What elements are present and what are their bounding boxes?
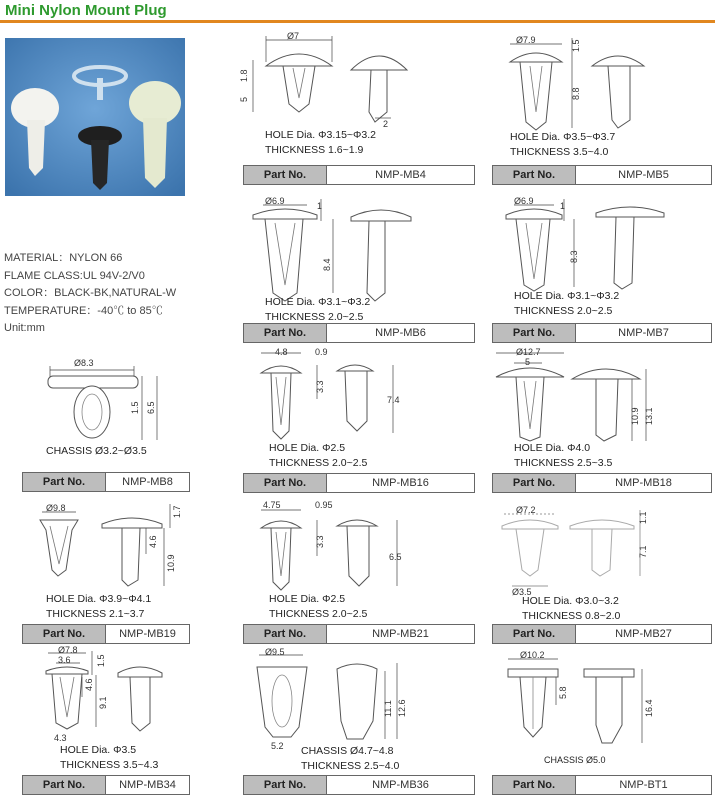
product-photo bbox=[5, 38, 185, 196]
part-no-label: Part No. bbox=[244, 166, 327, 184]
dim-label: 8.8 bbox=[571, 87, 581, 100]
part-no-label: Part No. bbox=[23, 473, 106, 491]
spec-unit: Unit:mm bbox=[4, 322, 45, 334]
dim-label: Ø7.9 bbox=[516, 35, 536, 45]
part-no-label: Part No. bbox=[493, 324, 576, 342]
diagram-nmp-mb19 bbox=[22, 500, 190, 592]
spec-text bbox=[510, 130, 615, 160]
part-no-value: NMP-MB8 bbox=[106, 473, 189, 491]
spec-line: HOLE Dia. Φ3.9~Φ4.1 bbox=[46, 593, 152, 605]
diagram-nmp-mb16 bbox=[243, 345, 475, 445]
dim-label: Ø8.3 bbox=[74, 358, 94, 368]
part-no-label: Part No. bbox=[244, 625, 327, 643]
part-no-label: Part No. bbox=[244, 324, 327, 342]
spec-line: THICKNESS 1.6~1.9 bbox=[265, 144, 364, 156]
page-header bbox=[0, 0, 715, 24]
spec-text bbox=[514, 441, 612, 471]
part-number-bar bbox=[492, 165, 712, 185]
part-no-label: Part No. bbox=[493, 166, 576, 184]
dim-label: 8.4 bbox=[322, 258, 332, 271]
part-no-value: NMP-MB6 bbox=[327, 324, 474, 342]
product-nmp-mb6 bbox=[243, 193, 475, 343]
spec-line: THICKNESS 0.8~2.0 bbox=[522, 610, 621, 622]
spec-line: CHASSIS Ø4.7~4.8 bbox=[301, 745, 394, 757]
part-no-value: NMP-MB4 bbox=[327, 166, 474, 184]
spec-line: HOLE Dia. Φ2.5 bbox=[269, 593, 346, 605]
dim-label: 1.5 bbox=[571, 39, 581, 52]
part-number-bar bbox=[22, 624, 190, 644]
spec-text bbox=[60, 743, 158, 773]
dim-label: 7.4 bbox=[387, 395, 400, 405]
part-no-value: NMP-MB7 bbox=[576, 324, 711, 342]
dim-label: 11.1 bbox=[383, 700, 393, 717]
spec-line: THICKNESS 3.5~4.0 bbox=[510, 146, 609, 158]
dim-label: 1 bbox=[317, 201, 323, 211]
dim-label: Ø7.2 bbox=[516, 505, 536, 515]
dim-label: Ø7 bbox=[287, 31, 300, 41]
product-nmp-mb34 bbox=[22, 647, 190, 796]
dim-label: 3.3 bbox=[315, 535, 325, 548]
dim-label: 0.9 bbox=[315, 347, 328, 357]
part-no-label: Part No. bbox=[493, 776, 576, 794]
product-nmp-mb36 bbox=[243, 647, 475, 796]
spec-material: MATERIAL：NYLON 66 bbox=[4, 252, 123, 264]
dim-label: 1.5 bbox=[96, 654, 106, 667]
diagram-nmp-mb36 bbox=[243, 647, 475, 753]
spec-line: CHASSIS Ø3.2~Ø3.5 bbox=[46, 445, 147, 457]
spec-text bbox=[269, 441, 367, 471]
part-number-bar bbox=[22, 775, 190, 795]
part-number-bar bbox=[243, 165, 475, 185]
spec-line: THICKNESS 2.0~2.5 bbox=[269, 457, 368, 469]
dim-label: Ø3.5 bbox=[512, 587, 532, 597]
dim-label: 5.8 bbox=[558, 686, 568, 699]
dim-label: 1.1 bbox=[638, 511, 648, 524]
diagram-nmp-mb8 bbox=[22, 348, 190, 438]
spec-text bbox=[514, 289, 619, 319]
spec-text bbox=[269, 592, 367, 622]
product-nmp-mb7 bbox=[492, 193, 712, 343]
dim-label: 1.5 bbox=[130, 401, 140, 414]
product-nmp-mb18 bbox=[492, 345, 712, 494]
spec-text bbox=[265, 295, 370, 325]
part-number-bar bbox=[492, 624, 712, 644]
dim-label: 0.95 bbox=[315, 500, 333, 510]
part-number-bar bbox=[243, 473, 475, 493]
dim-label: 12.6 bbox=[397, 699, 407, 717]
dim-label: 4.75 bbox=[263, 500, 281, 510]
dim-label: Ø12.7 bbox=[516, 347, 541, 357]
dim-label: 10.9 bbox=[630, 407, 640, 425]
diagram-nmp-mb18 bbox=[492, 345, 712, 445]
diagram-nmp-bt1 bbox=[492, 647, 712, 753]
part-no-label: Part No. bbox=[244, 474, 327, 492]
dim-label: 5 bbox=[525, 357, 531, 367]
product-nmp-mb16 bbox=[243, 345, 475, 494]
dim-label: 4.6 bbox=[84, 678, 94, 691]
part-no-label: Part No. bbox=[23, 625, 106, 643]
spec-line: THICKNESS 2.0~2.5 bbox=[265, 311, 364, 323]
dim-label: 3.6 bbox=[58, 655, 71, 665]
dim-label: 3.3 bbox=[315, 380, 325, 393]
dim-label: 13.1 bbox=[644, 407, 654, 425]
part-no-label: Part No. bbox=[493, 625, 576, 643]
spec-text bbox=[46, 592, 151, 622]
spec-flame-class: FLAME CLASS:UL 94V-2/V0 bbox=[4, 269, 145, 282]
product-nmp-mb4 bbox=[239, 31, 475, 190]
spec-color: COLOR：BLACK-BK,NATURAL-W bbox=[4, 287, 177, 299]
spec-line: HOLE Dia. Φ3.1~Φ3.2 bbox=[265, 296, 371, 308]
product-nmp-bt1 bbox=[492, 647, 712, 796]
spec-line: CHASSIS Ø5.0 bbox=[544, 755, 606, 765]
dim-label: 16.4 bbox=[644, 699, 654, 717]
spec-line: THICKNESS 2.1~3.7 bbox=[46, 608, 145, 620]
dim-label: 1.7 bbox=[172, 505, 182, 518]
diagram-nmp-mb34 bbox=[22, 647, 190, 743]
dim-label: Ø10.2 bbox=[520, 650, 545, 660]
dim-label: 5.2 bbox=[271, 741, 284, 751]
part-no-value: NMP-MB5 bbox=[576, 166, 711, 184]
dim-label: 8.3 bbox=[569, 250, 579, 263]
product-nmp-mb19 bbox=[22, 500, 190, 644]
spec-line: THICKNESS 2.0~2.5 bbox=[269, 608, 368, 620]
part-no-value: NMP-MB27 bbox=[576, 625, 711, 643]
diagram-nmp-mb27 bbox=[492, 500, 712, 598]
spec-line: HOLE Dia. Φ3.5 bbox=[60, 744, 137, 756]
dim-label: 6.5 bbox=[146, 401, 156, 414]
dim-label: Ø7.8 bbox=[58, 645, 78, 655]
product-nmp-mb8 bbox=[22, 348, 190, 494]
dim-label: 4.8 bbox=[275, 347, 288, 357]
spec-temperature: TEMPERATURE：-40℃ to 85℃ bbox=[4, 304, 163, 317]
spec-text bbox=[544, 753, 606, 768]
spec-line: HOLE Dia. Φ3.15~Φ3.2 bbox=[265, 129, 377, 141]
part-number-bar bbox=[492, 323, 712, 343]
spec-line: THICKNESS 2.5~3.5 bbox=[514, 457, 613, 469]
spec-line: HOLE Dia. Φ3.5~Φ3.7 bbox=[510, 131, 616, 143]
spec-line: THICKNESS 2.0~2.5 bbox=[514, 305, 613, 317]
title-rule bbox=[0, 20, 715, 23]
dim-label: 4.3 bbox=[54, 733, 67, 743]
part-number-bar bbox=[22, 472, 190, 492]
spec-line: HOLE Dia. Φ2.5 bbox=[269, 442, 346, 454]
dim-label: Ø9.5 bbox=[265, 647, 285, 657]
part-number-bar bbox=[243, 624, 475, 644]
spec-text bbox=[265, 128, 376, 158]
dim-label: 6.5 bbox=[389, 552, 402, 562]
diagram-nmp-mb21 bbox=[243, 498, 475, 598]
spec-text bbox=[301, 744, 399, 774]
dim-label: 4.6 bbox=[148, 535, 158, 548]
part-no-label: Part No. bbox=[244, 776, 327, 794]
spec-text bbox=[46, 444, 147, 459]
dim-label: 5 bbox=[239, 96, 249, 102]
spec-line: THICKNESS 3.5~4.3 bbox=[60, 759, 159, 771]
part-no-value: NMP-BT1 bbox=[576, 776, 711, 794]
dim-label: 1 bbox=[560, 201, 566, 211]
part-no-value: NMP-MB34 bbox=[106, 776, 189, 794]
part-number-bar bbox=[243, 775, 475, 795]
page-title: Mini Nylon Mount Plug bbox=[5, 2, 167, 19]
material-specs bbox=[4, 250, 214, 338]
product-nmp-mb5 bbox=[492, 32, 712, 190]
part-number-bar bbox=[492, 473, 712, 493]
part-no-value: NMP-MB36 bbox=[327, 776, 474, 794]
spec-text bbox=[522, 594, 620, 624]
part-no-value: NMP-MB16 bbox=[327, 474, 474, 492]
spec-line: HOLE Dia. Φ3.0~3.2 bbox=[522, 595, 619, 607]
dim-label: Ø6.9 bbox=[265, 196, 285, 206]
dim-label: 9.1 bbox=[98, 696, 108, 709]
part-no-value: NMP-MB19 bbox=[106, 625, 189, 643]
spec-line: THICKNESS 2.5~4.0 bbox=[301, 760, 400, 772]
part-no-value: NMP-MB18 bbox=[576, 474, 711, 492]
part-number-bar bbox=[243, 323, 475, 343]
dim-label: 1.8 bbox=[239, 69, 249, 82]
dim-label: 7.1 bbox=[638, 545, 648, 558]
part-number-bar bbox=[492, 775, 712, 795]
dim-label: Ø9.8 bbox=[46, 503, 66, 513]
dim-label: 2 bbox=[383, 119, 389, 129]
spec-line: HOLE Dia. Φ4.0 bbox=[514, 442, 591, 454]
part-no-value: NMP-MB21 bbox=[327, 625, 474, 643]
part-no-label: Part No. bbox=[493, 474, 576, 492]
spec-line: HOLE Dia. Φ3.1~Φ3.2 bbox=[514, 290, 620, 302]
dim-label: Ø6.9 bbox=[514, 196, 534, 206]
product-nmp-mb21 bbox=[243, 498, 475, 644]
product-nmp-mb27 bbox=[492, 500, 712, 644]
part-no-label: Part No. bbox=[23, 776, 106, 794]
dim-label: 10.9 bbox=[166, 554, 176, 572]
